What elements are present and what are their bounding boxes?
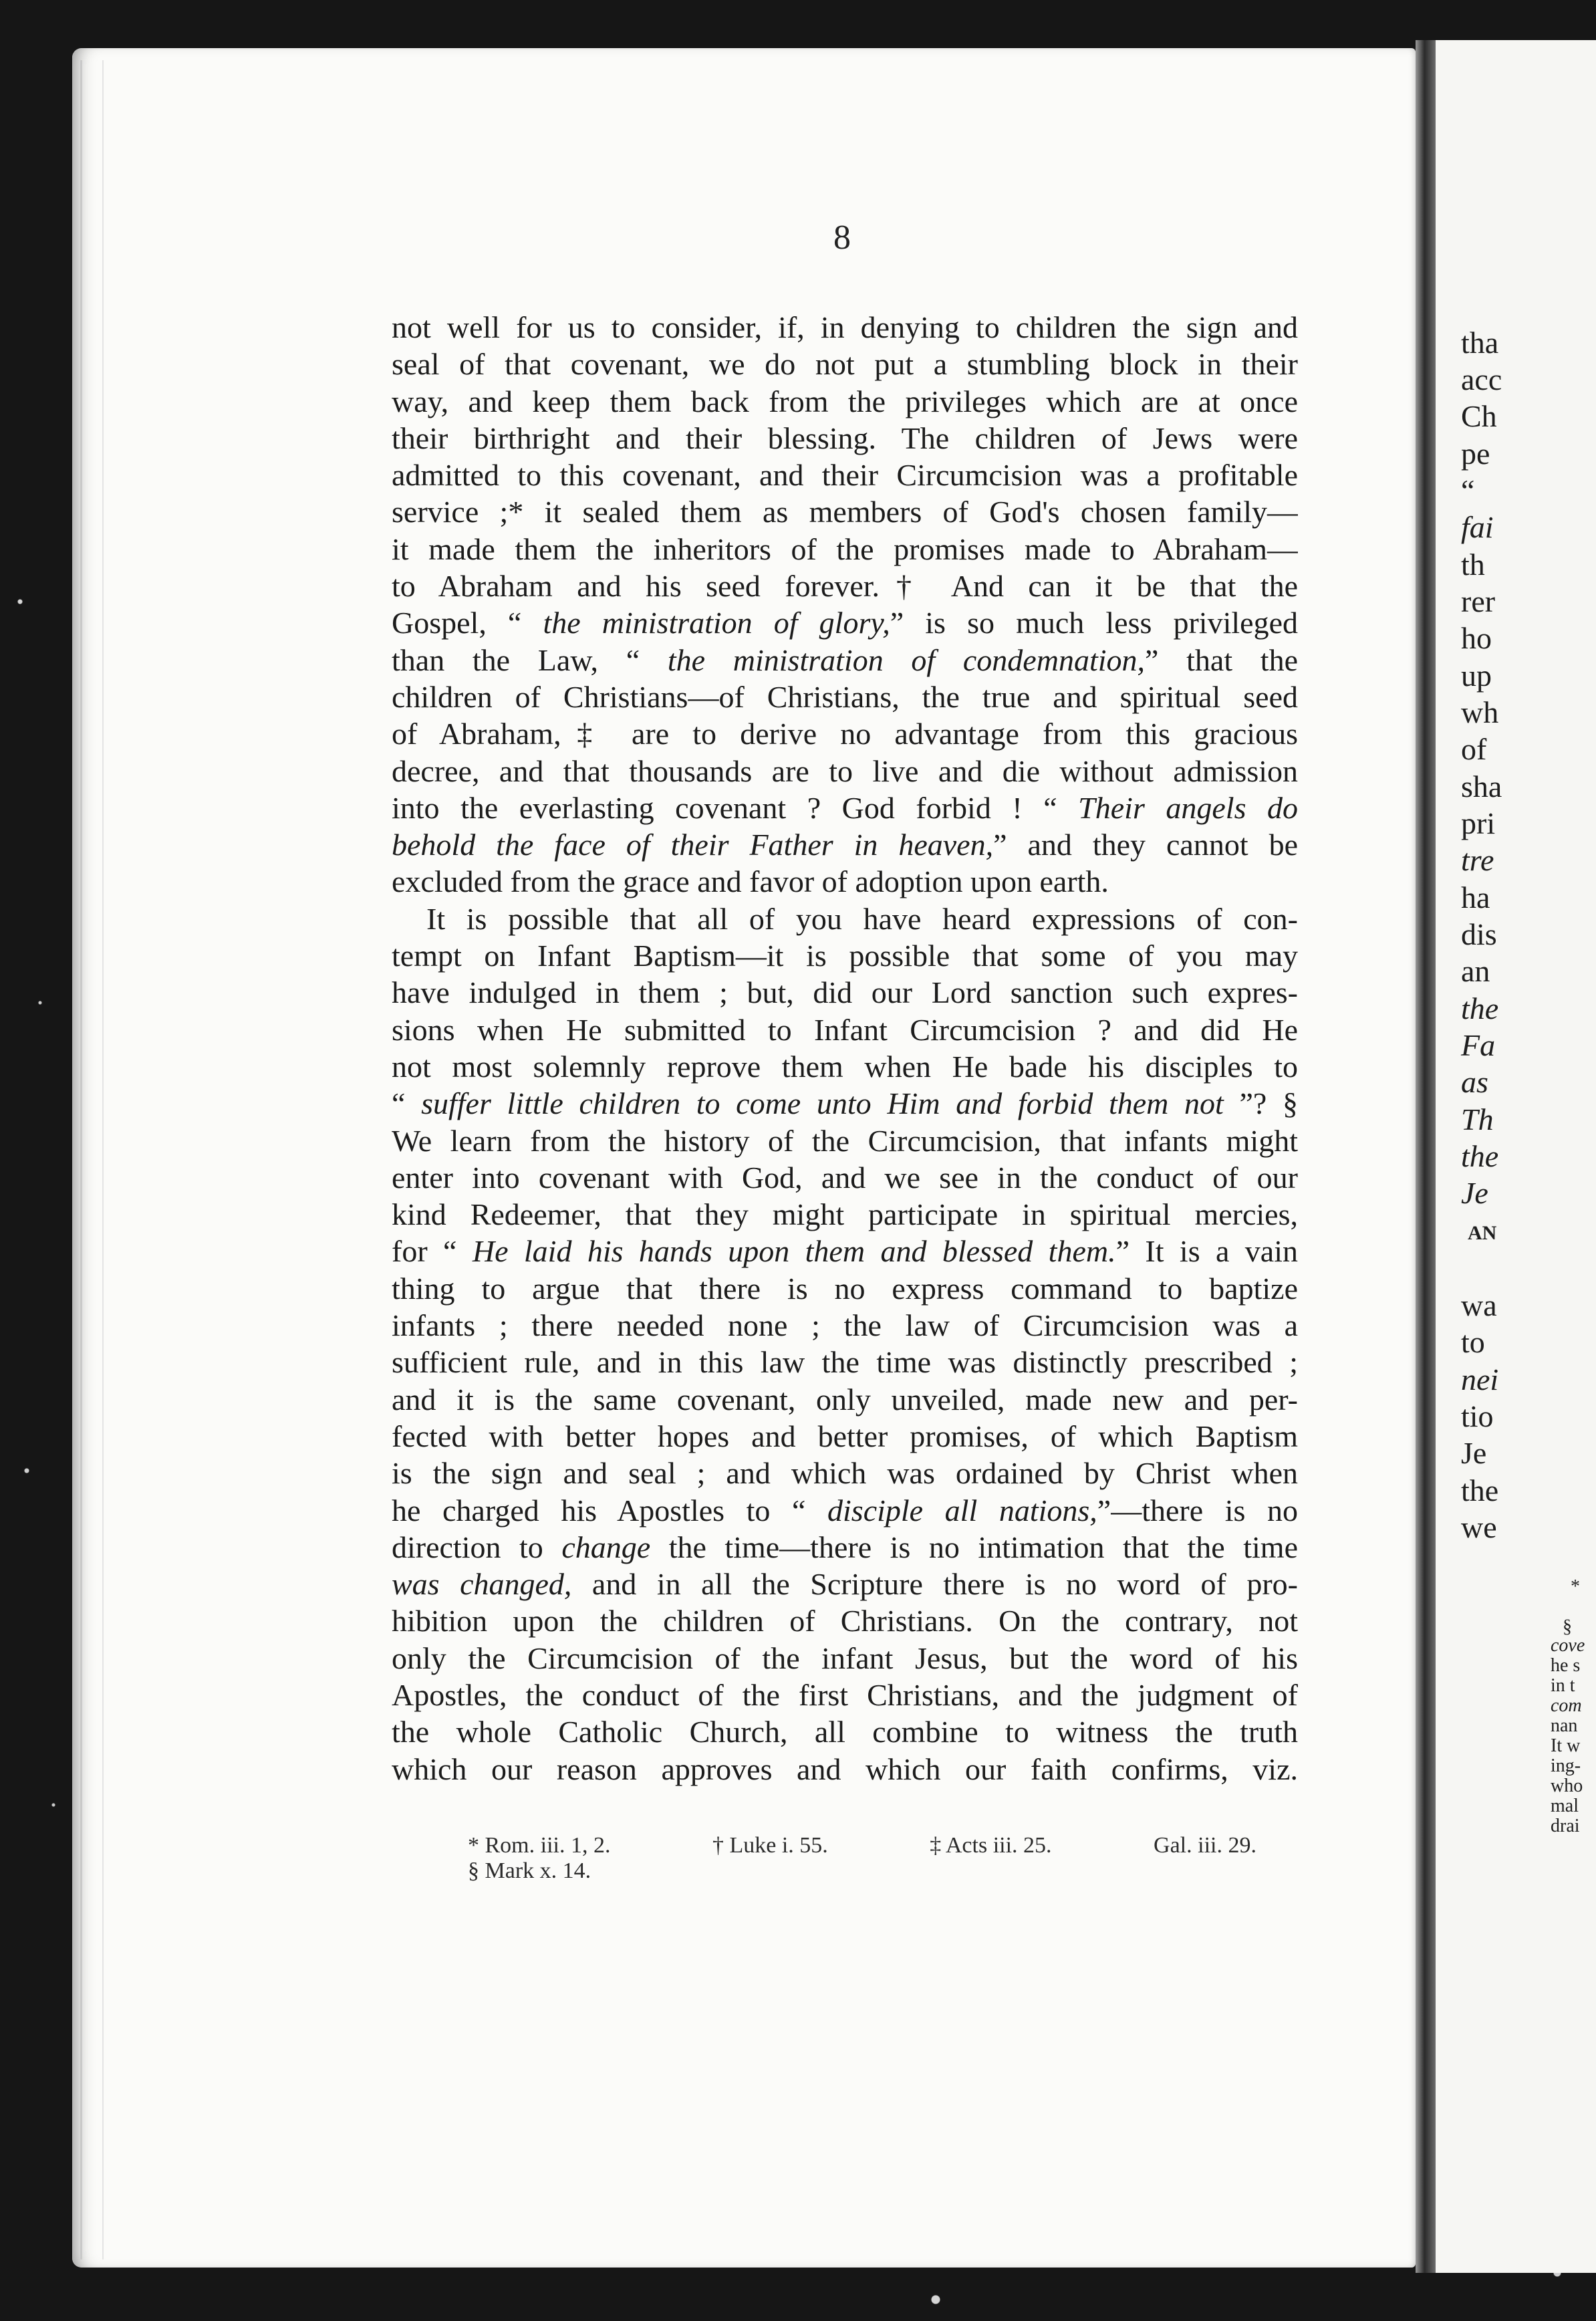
text-run: seal of that covenant, we do not put a stumbling block in their xyxy=(392,347,1298,382)
footnote-row xyxy=(468,1833,1256,1858)
book-gutter xyxy=(1416,40,1436,2273)
text-run: ” and they cannot be xyxy=(993,828,1298,862)
facing-page-fragment: we xyxy=(1461,1509,1497,1544)
text-run: the time—there is no intimation that the time xyxy=(650,1530,1298,1564)
text-run: to Abraham and his seed forever.† And can it be that the xyxy=(392,569,1298,604)
text-line xyxy=(392,679,1298,715)
footnote: Gal. iii. 29. xyxy=(1154,1833,1256,1858)
facing-page-fragment: pe xyxy=(1461,437,1490,471)
facing-page-footnote-fragment: who xyxy=(1551,1776,1583,1796)
text-line xyxy=(392,1159,1298,1196)
facing-page-fragment: AN xyxy=(1468,1222,1497,1244)
text-run: not well for us to consider, if, in denying to children the sign and xyxy=(392,310,1298,344)
text-line xyxy=(392,1270,1298,1307)
facing-page-fragment: of xyxy=(1461,732,1487,766)
facing-page-fragment: up xyxy=(1461,658,1492,693)
facing-page-footnote-fragment: com xyxy=(1551,1695,1582,1716)
italic-text: Their angels do xyxy=(1078,790,1298,825)
footnote: † Luke i. 55. xyxy=(712,1833,828,1858)
facing-page-fragment: tio xyxy=(1461,1398,1494,1433)
facing-page-fragment: tre xyxy=(1461,843,1494,877)
text-run: service ;* it sealed them as members of God's chosen family— xyxy=(392,495,1298,529)
text-line xyxy=(392,420,1298,457)
facing-page-fragment: ha xyxy=(1461,880,1490,914)
text-line xyxy=(392,346,1298,382)
text-line xyxy=(392,863,1298,900)
text-line xyxy=(392,1085,1298,1122)
text-run: decree, and that thousands are to live and die without admission xyxy=(392,753,1298,788)
footnote: ‡ Acts iii. 25. xyxy=(930,1833,1052,1858)
text-run: ”? § xyxy=(1223,1086,1298,1121)
footnote: * Rom. iii. 1, 2. xyxy=(468,1833,611,1858)
text-line xyxy=(392,1713,1298,1750)
text-line xyxy=(392,1677,1298,1713)
text-run: children of Christians—of Christians, the true and spiritual seed xyxy=(392,679,1298,714)
text-run: and it is the same covenant, only unveiled, made new and per- xyxy=(392,1382,1298,1417)
facing-page-footnote-fragment: ing- xyxy=(1551,1755,1581,1776)
text-run: for “ xyxy=(392,1234,473,1269)
facing-page-fragment: tha xyxy=(1461,326,1499,360)
text-run: which our reason approves and which our faith confirms, viz. xyxy=(392,1751,1298,1786)
text-run: ” is so much less privileged xyxy=(890,606,1298,640)
facing-page-footnote-fragment: he s xyxy=(1551,1655,1581,1676)
text-line xyxy=(392,383,1298,420)
text-line xyxy=(392,568,1298,604)
text-run: have indulged in them ; but, did our Lord sanction such expres- xyxy=(392,975,1298,1010)
text-line xyxy=(392,1492,1298,1529)
text-line xyxy=(392,974,1298,1011)
facing-page-fragment: dis xyxy=(1461,917,1497,951)
facing-page-footnote-fragment: * xyxy=(1571,1576,1580,1597)
facing-page-fragment: Ch xyxy=(1461,399,1497,433)
facing-page-fragment: as xyxy=(1461,1065,1488,1099)
text-run: excluded from the grace and favor of adoption upon earth. xyxy=(392,864,1109,899)
text-run: We learn from the history of the Circumcision, that infants might xyxy=(392,1123,1298,1158)
text-run: kind Redeemer, that they might participate in spiritual mercies, xyxy=(392,1197,1298,1232)
facing-page-footnote-fragment: in t xyxy=(1551,1675,1575,1696)
text-line xyxy=(392,1196,1298,1233)
facing-page-footnote-fragment: It w xyxy=(1551,1735,1581,1756)
text-run: Gospel, “ xyxy=(392,606,543,640)
facing-page-fragment: the xyxy=(1461,991,1499,1025)
facing-page-footnote-fragment: cove xyxy=(1551,1635,1585,1656)
italic-text: suffer little children to come unto Him and forbid them not xyxy=(421,1086,1224,1121)
text-line xyxy=(392,715,1298,752)
text-line xyxy=(392,1455,1298,1491)
italic-text: the ministration of condemnation, xyxy=(667,642,1145,677)
text-line xyxy=(392,789,1298,826)
text-line xyxy=(392,937,1298,974)
facing-page xyxy=(1436,40,1596,2273)
text-line xyxy=(392,493,1298,530)
facing-page-footnote-fragment: § xyxy=(1563,1616,1572,1637)
text-run: ” that the xyxy=(1145,642,1298,677)
italic-text: change xyxy=(561,1530,651,1564)
text-run: sions when He submitted to Infant Circumcision ? and did He xyxy=(392,1012,1298,1047)
text-line xyxy=(392,642,1298,679)
text-line xyxy=(392,1344,1298,1380)
italic-text: was changed, xyxy=(392,1567,572,1602)
text-line xyxy=(392,900,1298,937)
page-stack-edge xyxy=(80,60,104,2259)
text-line xyxy=(392,1122,1298,1159)
text-run: ”—there is no xyxy=(1097,1493,1298,1528)
text-line xyxy=(392,1011,1298,1048)
facing-page-fragment: Th xyxy=(1461,1102,1494,1136)
facing-page-fragment: the xyxy=(1461,1139,1499,1173)
facing-page-fragment: ho xyxy=(1461,621,1492,655)
text-run: thing to argue that there is no express command to baptize xyxy=(392,1271,1298,1306)
text-run: direction to xyxy=(392,1530,562,1564)
text-run: only the Circumcision of the infant Jesus, but the word of his xyxy=(392,1640,1298,1675)
text-line xyxy=(392,1307,1298,1344)
text-run: than the Law, “ xyxy=(392,642,668,677)
text-run: enter into covenant with God, and we see in the conduct of our xyxy=(392,1160,1298,1195)
text-line xyxy=(392,531,1298,568)
text-run: admitted to this covenant, and their Circumcision was a profitable xyxy=(392,458,1298,493)
facing-page-fragment: pri xyxy=(1461,806,1496,840)
text-run: ” It is a vain xyxy=(1115,1234,1298,1269)
text-line xyxy=(392,826,1298,863)
text-run: It is possible that all of you have heard expressions of con- xyxy=(426,901,1298,936)
text-run: fected with better hopes and better promises, of which Baptism xyxy=(392,1419,1298,1453)
page-number: 8 xyxy=(833,219,851,257)
facing-page-fragment: fai xyxy=(1461,510,1494,544)
text-run: it made them the inheritors of the promises made to Abraham— xyxy=(392,531,1298,566)
facing-page-fragment: Je xyxy=(1461,1436,1487,1471)
text-line xyxy=(392,1418,1298,1455)
text-run: infants ; there needed none ; the law of Circumcision was a xyxy=(392,1308,1298,1343)
facing-page-fragment: Je xyxy=(1461,1176,1488,1210)
facing-page-footnote-fragment: drai xyxy=(1551,1816,1580,1836)
facing-page-fragment: th xyxy=(1461,547,1485,582)
facing-page-footnote-fragment: nan xyxy=(1551,1715,1578,1736)
text-run: not most solemnly reprove them when He bade his disciples to xyxy=(392,1049,1298,1084)
text-line xyxy=(392,1566,1298,1602)
italic-text: the ministration of glory, xyxy=(543,606,890,640)
facing-page-fragment: wa xyxy=(1461,1288,1497,1322)
footnotes xyxy=(468,1833,1256,1884)
text-line xyxy=(392,1381,1298,1418)
text-run: their birthright and their blessing. The children of Jews were xyxy=(392,420,1298,455)
text-run: hibition upon the children of Christians. On the contrary, not xyxy=(392,1604,1298,1638)
italic-text: disciple all nations, xyxy=(827,1493,1097,1528)
facing-page-fragment: the xyxy=(1461,1473,1499,1507)
footnote-row: § Mark x. 14. xyxy=(468,1858,591,1883)
text-line xyxy=(392,309,1298,346)
text-run: way, and keep them back from the privileges which are at once xyxy=(392,384,1298,418)
facing-page-fragment: acc xyxy=(1461,362,1502,396)
italic-text: He laid his hands upon them and blessed them. xyxy=(472,1234,1116,1269)
text-run: “ xyxy=(392,1086,422,1121)
facing-page-fragment: “ xyxy=(1461,473,1475,507)
facing-page-fragment: rer xyxy=(1461,584,1496,618)
text-line xyxy=(392,753,1298,789)
facing-page-fragment: an xyxy=(1461,954,1490,988)
body-text xyxy=(392,309,1298,1788)
facing-page-fragment: nei xyxy=(1461,1362,1499,1396)
facing-page-fragment: sha xyxy=(1461,769,1502,804)
text-run: he charged his Apostles to “ xyxy=(392,1493,828,1528)
text-line xyxy=(392,1048,1298,1085)
text-run: sufficient rule, and in this law the time was distinctly prescribed ; xyxy=(392,1345,1298,1380)
text-line xyxy=(392,1751,1298,1788)
text-run: the whole Catholic Church, all combine to witness the truth xyxy=(392,1715,1298,1749)
text-run: Apostles, the conduct of the first Christians, and the judgment of xyxy=(392,1677,1298,1712)
text-line xyxy=(392,1529,1298,1566)
facing-page-fragment: wh xyxy=(1461,695,1499,729)
text-run: into the everlasting covenant ? God forbid ! “ xyxy=(392,790,1079,825)
text-run: tempt on Infant Baptism—it is possible that some of you may xyxy=(392,939,1298,973)
text-run: and in all the Scripture there is no word of pro- xyxy=(571,1567,1298,1602)
text-line xyxy=(392,604,1298,641)
facing-page-fragment: to xyxy=(1461,1325,1485,1360)
text-run: is the sign and seal ; and which was ordained by Christ when xyxy=(392,1456,1298,1491)
text-line xyxy=(392,1640,1298,1677)
italic-text: behold the face of their Father in heaven, xyxy=(392,828,994,862)
facing-page-footnote-fragment: mal xyxy=(1551,1796,1579,1816)
text-line xyxy=(392,1602,1298,1639)
text-line xyxy=(392,457,1298,493)
text-line xyxy=(392,1233,1298,1269)
facing-page-fragment: Fa xyxy=(1461,1028,1496,1062)
text-run: of Abraham,‡ are to derive no advantage from this gracious xyxy=(392,717,1298,751)
